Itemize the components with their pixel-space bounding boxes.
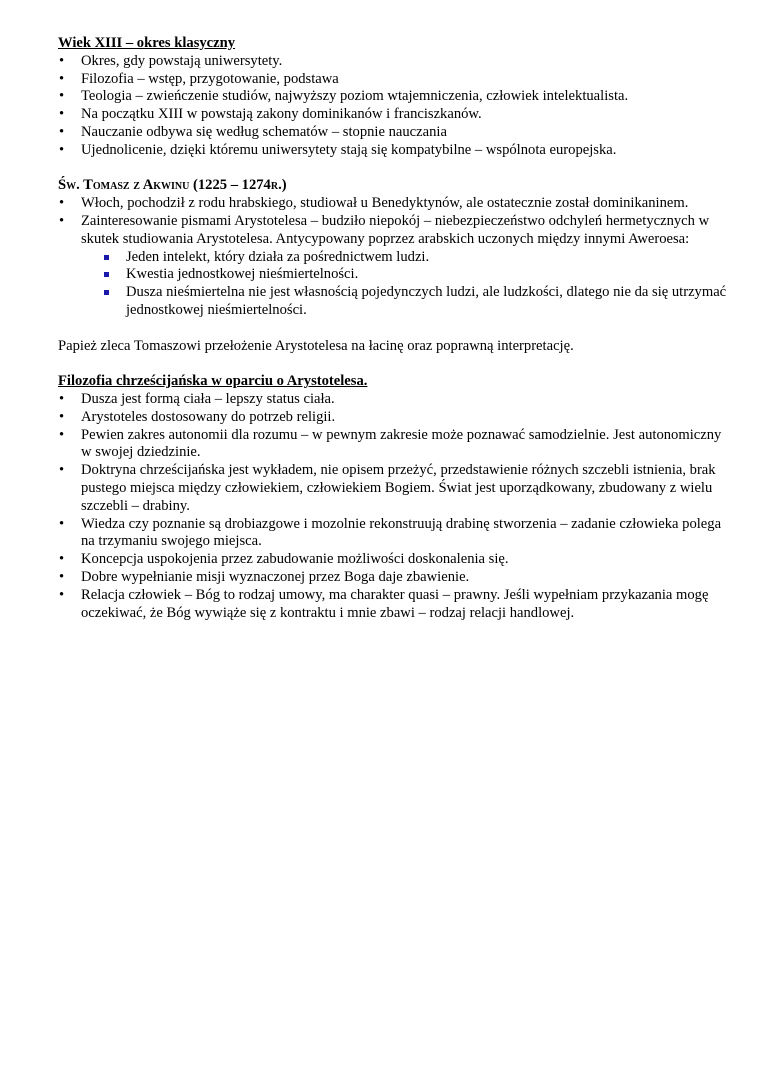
section-heading-christian-philosophy: Filozofia chrześcijańska w oparciu o Arystotelesa. (58, 373, 368, 390)
list-item: • Ujednolicenie, dzięki któremu uniwersytety stają się kompatybilne – wspólnota europejska. (58, 142, 728, 160)
list-item: • Doktryna chrześcijańska jest wykładem, nie opisem przeżyć, przedstawienie różnych szczebli istnienia, brak pustego miejsca między człowiekiem, człowiekiem Bogiem. Świat jest uporządkowany, zbudowany z wielu szczebli – drabiny. (58, 462, 728, 515)
list-item: • Arystoteles dostosowany do potrzeb religii. (58, 409, 728, 427)
sub-list-item: Jeden intelekt, który działa za pośrednictwem ludzi. (58, 249, 728, 267)
list-item: • Filozofia – wstęp, przygotowanie, podstawa (58, 71, 728, 89)
list-item: • Pewien zakres autonomii dla rozumu – w pewnym zakresie może poznawać samodzielnie. Jest autonomiczny w swojej dziedzinie. (58, 427, 728, 463)
list-item: • Dusza jest formą ciała – lepszy status ciała. (58, 391, 728, 409)
list-item: • Okres, gdy powstają uniwersytety. (58, 53, 728, 71)
list-item: • Wiedza czy poznanie są drobiazgowe i mozolnie rekonstruują drabinę stworzenia – zadanie człowieka polega na trzymaniu swojego miejsca. (58, 516, 728, 552)
list-item: • Teologia – zwieńczenie studiów, najwyższy poziom wtajemniczenia, człowiek intelektualista. (58, 88, 728, 106)
document-content (58, 35, 728, 622)
list-item: • Dobre wypełnianie misji wyznaczonej przez Boga daje zbawienie. (58, 569, 728, 587)
list-item: • Relacja człowiek – Bóg to rodzaj umowy, ma charakter quasi – prawny. Jeśli wypełniam przykazania mogę oczekiwać, że Bóg wywiąże się z kontraktu i mnie zbawi – rodzaj relacji handlowej. (58, 587, 728, 623)
section-heading-thomas-aquinas: Św. Tomasz z Akwinu (1225 – 1274r.) (58, 177, 287, 194)
sub-list-item: Kwestia jednostkowej nieśmiertelności. (58, 266, 728, 284)
list-item: • Włoch, pochodził z rodu hrabskiego, studiował u Benedyktynów, ale ostatecznie został dominikaninem. (58, 195, 728, 213)
sub-bullet-list (58, 249, 728, 320)
section-heading-xiii-century: Wiek XIII – okres klasyczny (58, 35, 236, 51)
list-item: • Zainteresowanie pismami Arystotelesa – budziło niepokój – niebezpieczeństwo odchyleń hermetycznych w skutek studiowania Arystotelesa. Antycypowany poprzez arabskich uczonych między innymi Aweroesa: (58, 213, 728, 249)
bullet-list (58, 195, 728, 248)
list-item: • Koncepcja uspokojenia przez zabudowanie możliwości doskonalenia się. (58, 551, 728, 569)
bullet-list (58, 53, 728, 160)
list-item: • Nauczanie odbywa się według schematów – stopnie nauczania (58, 124, 728, 142)
bullet-list (58, 391, 728, 622)
sub-list-item: Dusza nieśmiertelna nie jest własnością pojedynczych ludzi, ale ludzkości, dlatego nie da się utrzymać jednostkowej nieśmiertelności. (58, 284, 728, 320)
list-item: • Na początku XIII w powstają zakony dominikanów i franciszkanów. (58, 106, 728, 124)
paragraph-pope-commission: Papież zleca Tomaszowi przełożenie Arystotelesa na łacinę oraz poprawną interpretację. (58, 337, 574, 354)
